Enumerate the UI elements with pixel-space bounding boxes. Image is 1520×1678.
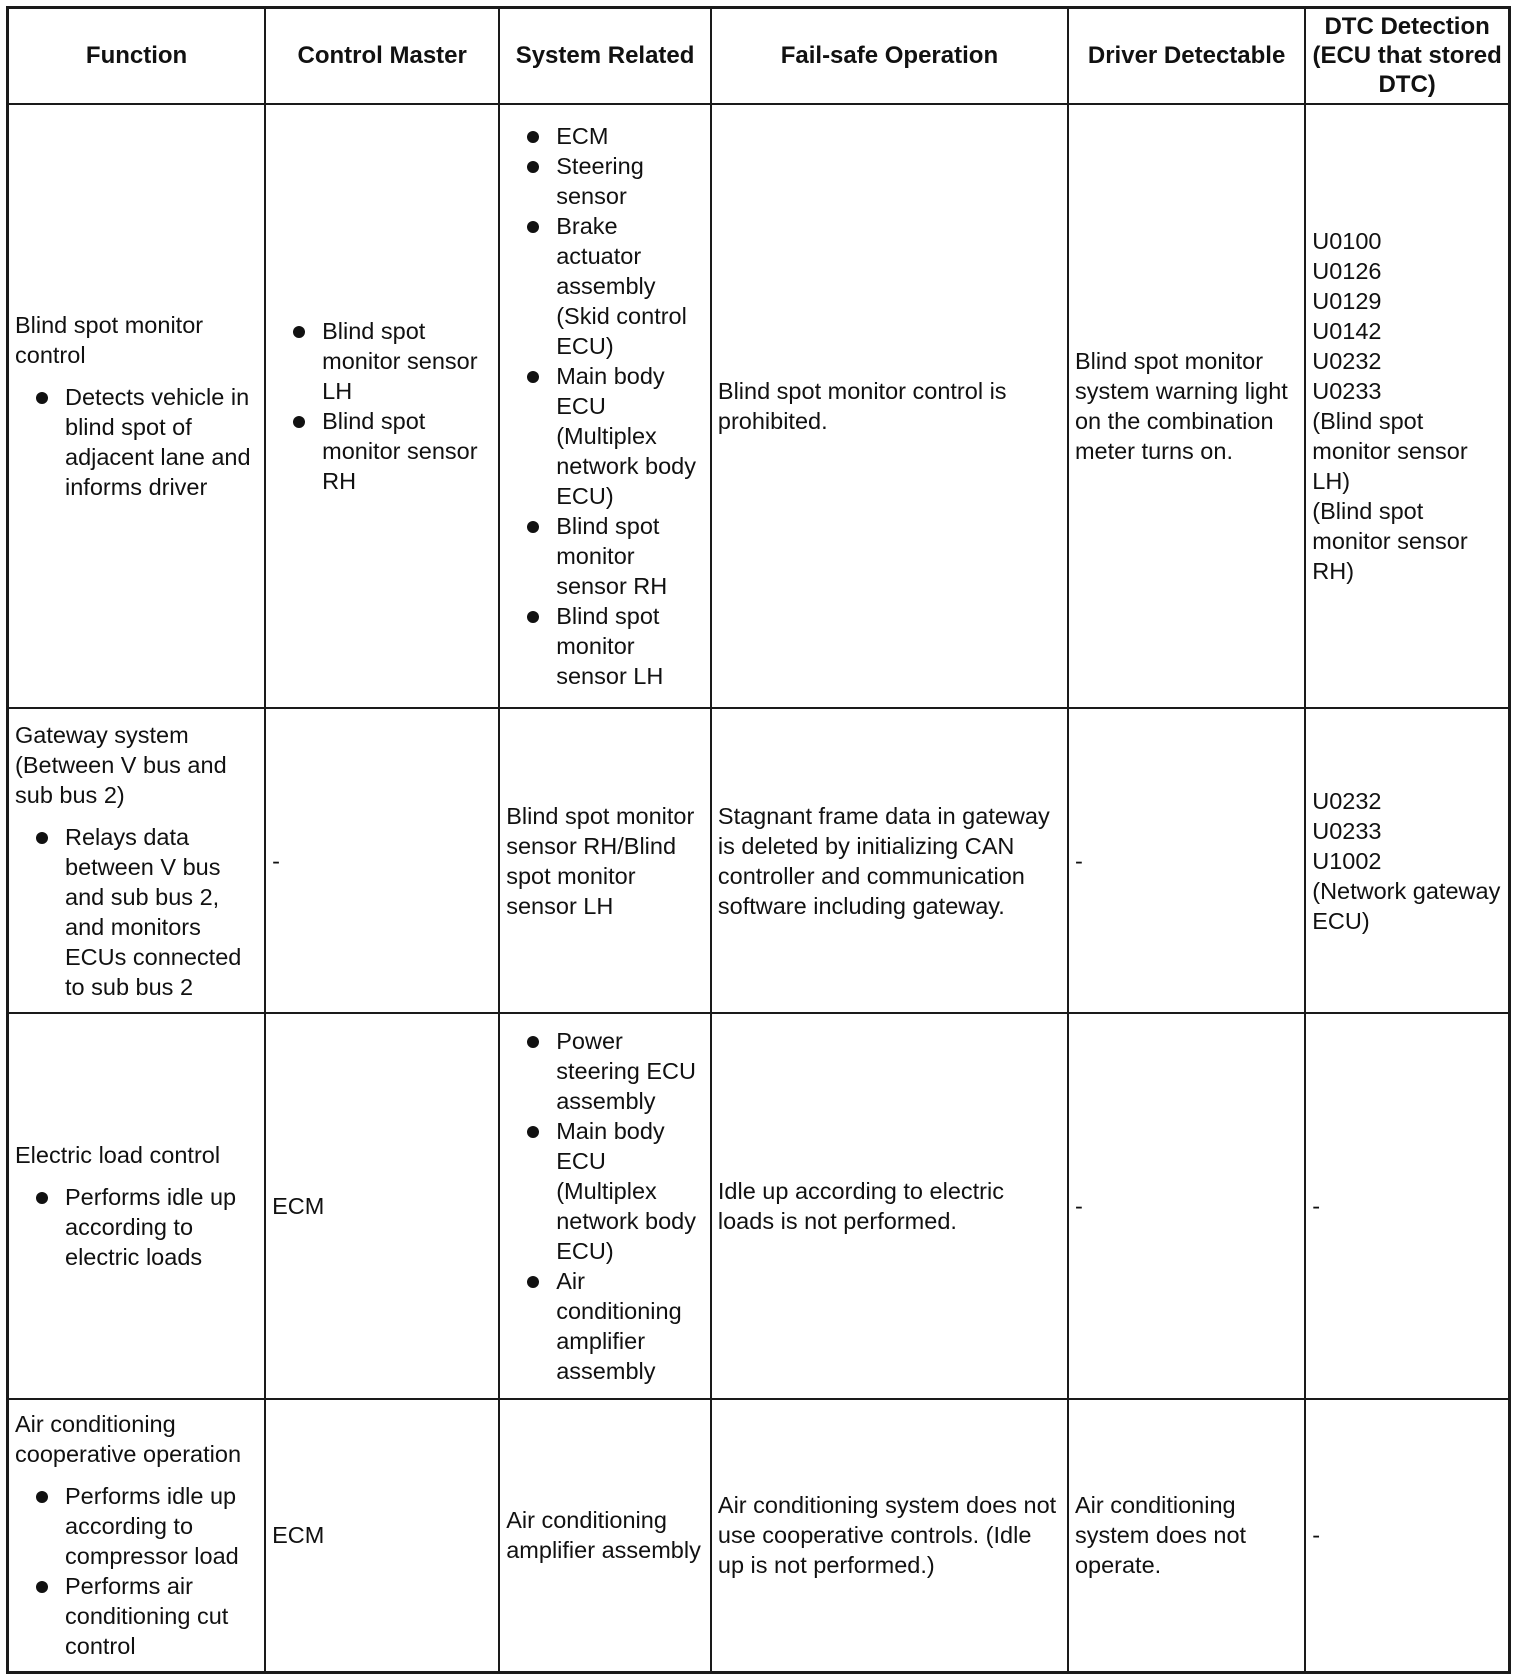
dtc-code: U0232 [1312, 787, 1382, 814]
dtc-cell: - [1305, 1013, 1509, 1399]
function-title: Air conditioning cooperative operation [15, 1411, 242, 1468]
dtc-code: U0126 [1312, 257, 1382, 284]
system-related-cell [499, 104, 711, 709]
list-item: Performs idle up according to compressor load [15, 1481, 258, 1571]
list-item: Brake actuator assembly (Skid control ECU) [506, 211, 704, 361]
function-bullet-list [15, 1182, 258, 1272]
list-item: Blind spot monitor sensor LH [272, 316, 492, 406]
list-item: Blind spot monitor sensor RH [272, 406, 492, 496]
system-related-list [506, 121, 704, 691]
driver-detectable-cell: Blind spot monitor system warning light on the combination meter turns on. [1068, 104, 1305, 709]
header-dtc-detection: DTC Detection (ECU that stored DTC) [1305, 8, 1509, 104]
table-row [8, 1399, 1510, 1673]
function-bullet-list [15, 382, 258, 502]
list-item: Main body ECU (Multiplex network body ECU) [506, 1116, 704, 1266]
dtc-code: U0233 [1312, 817, 1382, 844]
function-cell [8, 1013, 266, 1399]
function-bullet-list [15, 822, 258, 1002]
failsafe-cell: Blind spot monitor control is prohibited. [711, 104, 1068, 709]
control-master-cell [265, 104, 499, 709]
list-item: Power steering ECU assembly [506, 1026, 704, 1116]
dtc-cell [1305, 708, 1509, 1013]
dtc-cell: - [1305, 1399, 1509, 1673]
function-title: Electric load control [15, 1141, 221, 1168]
dtc-code: U0142 [1312, 317, 1382, 344]
dtc-cell [1305, 104, 1509, 709]
dtc-function-table [6, 6, 1511, 1674]
list-item: Main body ECU (Multiplex network body ECU) [506, 361, 704, 511]
header-row [8, 8, 1510, 104]
function-title: Gateway system (Between V bus and sub bus 2) [15, 721, 227, 808]
header-driver-detectable: Driver Detectable [1068, 8, 1305, 104]
table-row [8, 1013, 1510, 1399]
failsafe-cell: Stagnant frame data in gateway is deleted by initializing CAN controller and communication software including gateway. [711, 708, 1068, 1013]
failsafe-cell: Idle up according to electric loads is not performed. [711, 1013, 1068, 1399]
function-bullet-list [15, 1481, 258, 1661]
function-title: Blind spot monitor control [15, 311, 204, 368]
dtc-ecu-note: (Blind spot monitor sensor LH) [1312, 407, 1468, 494]
dtc-code: U0129 [1312, 287, 1382, 314]
driver-detectable-cell: Air conditioning system does not operate. [1068, 1399, 1305, 1673]
header-failsafe-operation: Fail-safe Operation [711, 8, 1068, 104]
list-item: Steering sensor [506, 151, 704, 211]
list-item: Air conditioning amplifier assembly [506, 1266, 704, 1386]
failsafe-cell: Air conditioning system does not use cooperative controls. (Idle up is not performed.) [711, 1399, 1068, 1673]
dtc-code: U1002 [1312, 847, 1382, 874]
list-item: Blind spot monitor sensor RH [506, 511, 704, 601]
function-cell [8, 1399, 266, 1673]
list-item: Performs air conditioning cut control [15, 1571, 258, 1661]
list-item: Relays data between V bus and sub bus 2, and monitors ECUs connected to sub bus 2 [15, 822, 258, 1002]
dtc-ecu-note: (Network gateway ECU) [1312, 877, 1501, 934]
list-item: ECM [506, 121, 704, 151]
driver-detectable-cell: - [1068, 1013, 1305, 1399]
header-function: Function [8, 8, 266, 104]
dtc-code: U0233 [1312, 377, 1382, 404]
driver-detectable-cell: - [1068, 708, 1305, 1013]
table-row [8, 104, 1510, 709]
list-item: Detects vehicle in blind spot of adjacent lane and informs driver [15, 382, 258, 502]
function-cell [8, 708, 266, 1013]
system-related-list [506, 1026, 704, 1386]
control-master-cell: ECM [265, 1399, 499, 1673]
control-master-cell: - [265, 708, 499, 1013]
dtc-code: U0100 [1312, 227, 1382, 254]
control-master-cell: ECM [265, 1013, 499, 1399]
dtc-code: U0232 [1312, 347, 1382, 374]
dtc-ecu-note: (Blind spot monitor sensor RH) [1312, 497, 1468, 584]
system-related-cell [499, 1013, 711, 1399]
function-cell [8, 104, 266, 709]
list-item: Performs idle up according to electric loads [15, 1182, 258, 1272]
header-system-related: System Related [499, 8, 711, 104]
control-master-list [272, 316, 492, 496]
list-item: Blind spot monitor sensor LH [506, 601, 704, 691]
header-control-master: Control Master [265, 8, 499, 104]
system-related-cell: Air conditioning amplifier assembly [499, 1399, 711, 1673]
table-row [8, 708, 1510, 1013]
system-related-cell: Blind spot monitor sensor RH/Blind spot monitor sensor LH [499, 708, 711, 1013]
